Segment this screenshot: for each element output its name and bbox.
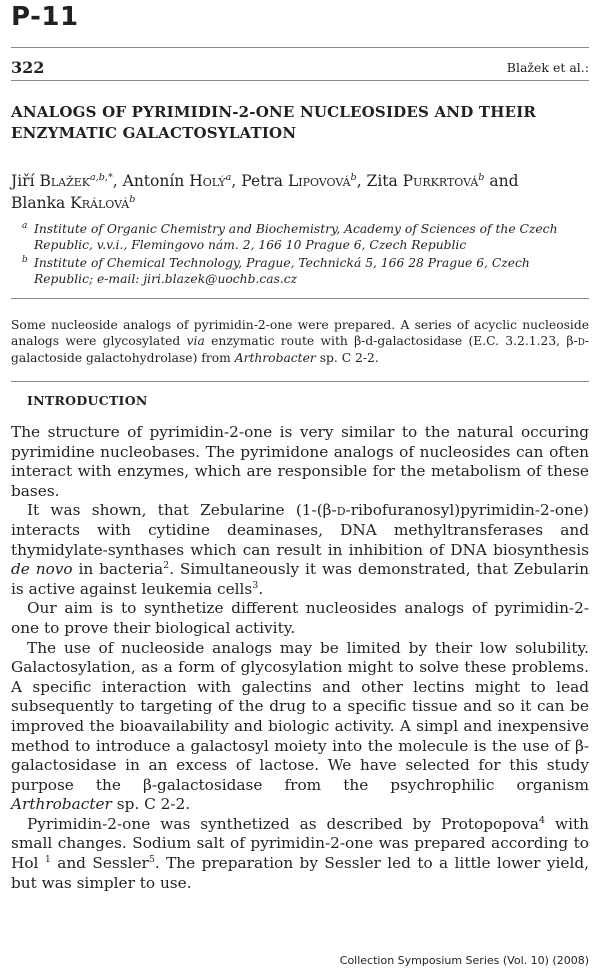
abstract-text: enzymatic route with β-d-galactosidase (E.C. 3.2.1.23, β-	[204, 334, 578, 349]
header-rule-bottom	[11, 80, 589, 81]
author-list: Jiří Blažek$^{a,b,*}$, Antonín Holý$^a$, Petra Lipovová$^b$, Zita Purkrtová$^b$ and Blanka Králová$^b$	[11, 171, 519, 212]
abstract-text-italic: via	[186, 334, 205, 349]
paragraph: Our aim is to synthetize different nucleosides analogs of pyrimidin-2-one to prove their biological activity.	[11, 599, 589, 637]
text-run: and Sessler	[50, 854, 149, 873]
affiliation-mark: a	[22, 221, 28, 231]
affiliation-mark: b	[22, 255, 28, 265]
text-run: with small changes. Sodium salt of pyrimidin-2-one was prepared according to Hol	[11, 814, 589, 873]
paragraph	[11, 639, 589, 815]
author-first-name: Zita	[366, 172, 403, 190]
page-number: 322	[11, 58, 45, 77]
affiliation-text: Institute of Chemical Technology, Prague, Technická 5, 166 28 Prague 6, Czech Republic; e-mail: jiri.blazek@uochb.cas.cz	[34, 256, 530, 286]
text-run-italic: Arthrobacter	[11, 795, 112, 814]
author-last-name: Králová	[70, 194, 130, 212]
affiliation-text: Institute of Organic Chemistry and Biochemistry, Academy of Sciences of the Czech Republic, v.v.i., Flemingovo nám. 2, 166 10 Prague 6, Czech Republic	[34, 222, 558, 252]
author-last-name: Blažek	[39, 172, 90, 190]
abstract-text-italic: Arthrobacter	[234, 350, 316, 365]
text-run: It was shown, that Zebularine (1-(β-	[27, 501, 337, 520]
author-last-name: Lipovová	[287, 172, 351, 190]
citation-ref: 3	[252, 579, 259, 591]
section-heading: INTRODUCTION	[27, 393, 148, 408]
poster-id: P-11	[11, 2, 79, 32]
text-run: sp. C 2-2.	[111, 795, 191, 814]
abstract-text-smallcaps: d	[577, 334, 585, 349]
author-affil-mark: b	[478, 171, 485, 183]
abstract-text: Some nucleoside analogs of pyrimidin-2-one were prepared. A series of acyclic nucleoside analogs were glycosylated	[11, 318, 589, 349]
running-head: Blažek et al.:	[506, 60, 589, 75]
article-title: ANALOGS OF PYRIMIDIN-2-ONE NUCLEOSIDES AND THEIR ENZYMATIC GALACTOSYLATION	[11, 103, 537, 142]
header-rule-top	[11, 47, 589, 48]
citation-ref: 1	[44, 853, 51, 865]
text-run-italic: de novo	[11, 560, 73, 579]
author-last-name: Purkrtová	[402, 172, 479, 190]
corresponding-mark: *	[107, 171, 113, 183]
author-first-name: Blanka	[11, 194, 71, 212]
author-conjunction: and	[484, 172, 519, 190]
text-run: . Simultaneously it was demonstrated, that Zebularin is active against leukemia cells	[11, 560, 590, 598]
author-affil-mark: a	[225, 171, 232, 183]
citation-ref: 4	[539, 814, 546, 826]
author-first-name: Antonín	[122, 172, 190, 190]
abstract	[11, 317, 589, 366]
paragraph	[11, 815, 589, 893]
footer-series: Collection Symposium Series (Vol. 10) (2008)	[339, 954, 589, 967]
text-run: in bacteria	[72, 560, 164, 579]
author-affil-mark: a,b,	[90, 171, 108, 183]
author-first-name: Jiří	[11, 172, 40, 190]
affiliations	[22, 221, 582, 287]
text-run: Pyrimidin-2-one was synthetized as described by Protopopova	[27, 814, 539, 833]
section-rule	[11, 381, 589, 382]
citation-ref: 2	[163, 560, 170, 572]
citation-ref: 5	[148, 853, 155, 865]
affiliation-b	[22, 255, 582, 287]
body-text	[11, 423, 589, 893]
abstract-text: -galactoside galactohydrolase) from	[11, 334, 589, 365]
text-run-smallcaps: d	[336, 501, 346, 520]
text-run: The use of nucleoside analogs may be limited by their low solubility. Galactosylation, as a form of glycosylation might to solve these problems. A specific interaction with galectins and other lectins might to lead subsequently to targeting of the drug to a specific tissue and so it can be improved the bioavailability and biologic activity. A simpl and inexpensive method to introduce a galactosyl moiety into the molecule is the use of β-galactosidase in an excess of lactose. We have selected for this study purpose the β-galactosidase from the psychrophilic organism	[11, 638, 589, 794]
paragraph: The structure of pyrimidin-2-one is very similar to the natural occuring pyrimidine nucleobases. The pyrimidone analogs of nucleosides can often interact with enzymes, which are responsible for the metabolism of these bases.	[11, 423, 589, 500]
affiliation-a	[22, 221, 582, 253]
author-first-name: Petra	[241, 172, 288, 190]
text-run: -ribofuranosyl)pyrimidin-2-one) interacts with cytidine deaminases, DNA methyltransferases and thymidylate-synthases which can result in inhibition of DNA biosynthesis	[11, 501, 589, 559]
abstract-text: sp. C 2-2.	[315, 350, 379, 365]
author-last-name: Holý	[189, 172, 226, 190]
author-affil-mark: b	[129, 193, 136, 205]
text-run: . The preparation by Sessler led to a little lower yield, but was simpler to use.	[11, 854, 589, 892]
abstract-rule	[11, 298, 589, 299]
author-affil-mark: b	[350, 171, 357, 183]
text-run: .	[258, 579, 264, 598]
paragraph	[11, 501, 589, 599]
